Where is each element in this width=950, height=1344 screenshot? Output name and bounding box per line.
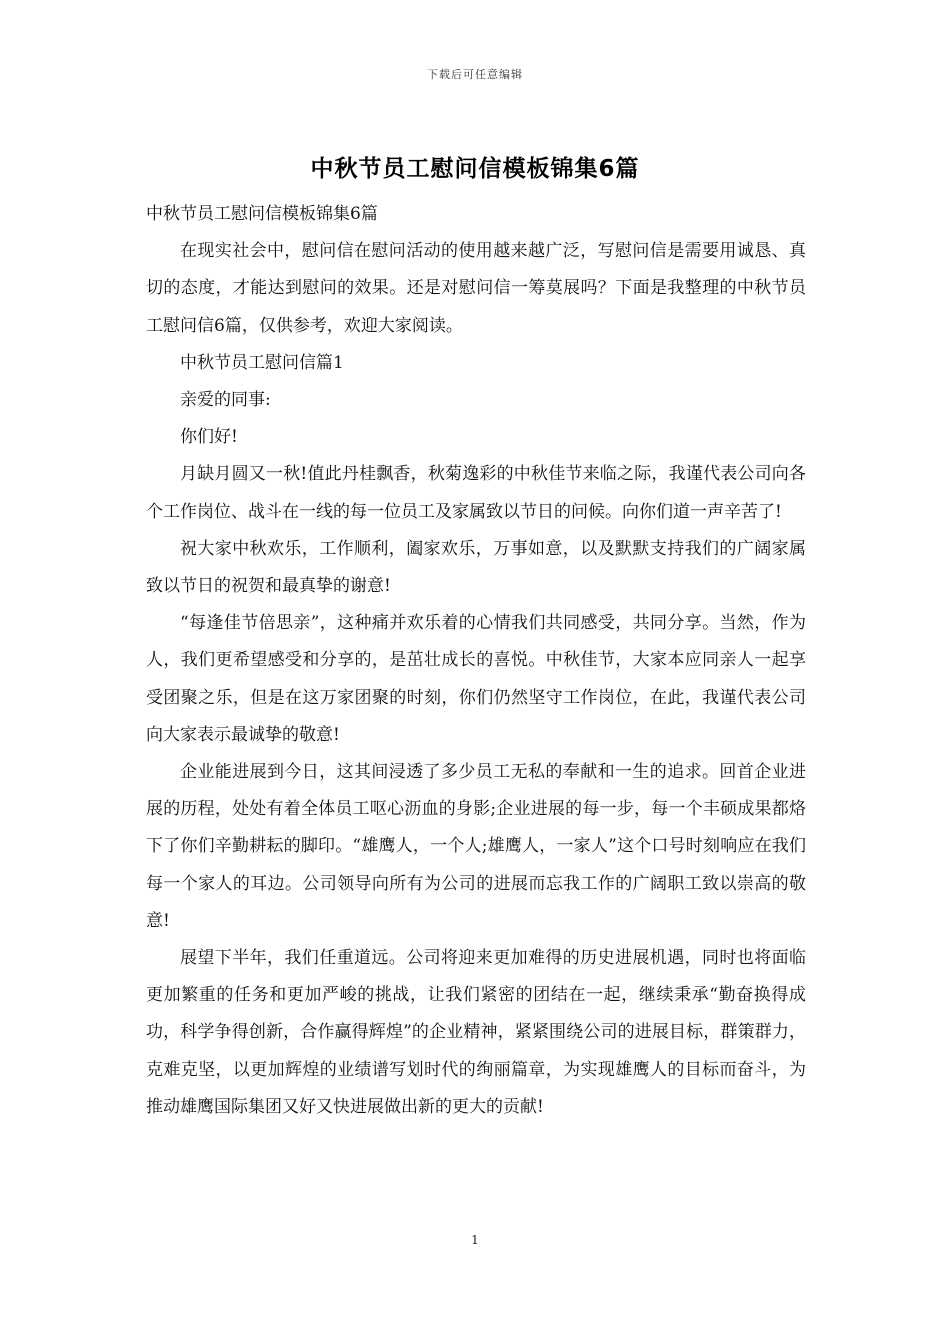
body-paragraph: 祝大家中秋欢乐，工作顺利，阖家欢乐，万事如意，以及默默支持我们的广阔家属致以节日的祝贺和最真挚的谢意! (146, 538, 806, 597)
section-heading: 中秋节员工慰问信篇1 (180, 352, 344, 373)
header-note: 下载后可任意编辑 (427, 68, 523, 81)
document-body (146, 196, 806, 1126)
document-title: 中秋节员工慰问信模板锦集6篇 (310, 156, 640, 182)
body-paragraph: “每逢佳节倍思亲”，这种痛并欢乐着的心情我们共同感受，共同分享。当然，作为人，我们更希望感受和分享的，是茁壮成长的喜悦。中秋佳节，大家本应同亲人一起享受团聚之乐，但是在这万家团聚的时刻，你们仍然坚守工作岗位，在此，我谨代表公司向大家表示最诚挚的敬意! (146, 613, 806, 745)
salutation: 亲爱的同事: (180, 390, 271, 411)
page-number: 1 (471, 1233, 479, 1247)
body-paragraph: 企业能进展到今日，这其间浸透了多少员工无私的奉献和一生的追求。回首企业进展的历程，处处有着全体员工呕心沥血的身影;企业进展的每一步，每一个丰硕成果都烙下了你们辛勤耕耘的脚印。“雄鹰人，一个人;雄鹰人，一家人”这个口号时刻响应在我们每一个家人的耳边。公司领导向所有为公司的进展而忘我工作的广阔职工致以崇高的敬意! (146, 762, 806, 931)
body-paragraph: 月缺月圆又一秋!值此丹桂飘香，秋菊逸彩的中秋佳节来临之际，我谨代表公司向各个工作岗位、战斗在一线的每一位员工及家属致以节日的问候。向你们道一声辛苦了! (146, 464, 806, 522)
greeting: 你们好! (180, 427, 238, 448)
body-paragraph: 展望下半年，我们任重道远。公司将迎来更加难得的历史进展机遇，同时也将面临更加繁重的任务和更加严峻的挑战，让我们紧密的团结在一起，继续秉承“勤奋换得成功，科学争得创新，合作赢得辉煌”的企业精神，紧紧围绕公司的进展目标，群策群力，克难克坚，以更加辉煌的业绩谱写划时代的绚丽篇章，为实现雄鹰人的目标而奋斗，为推动雄鹰国际集团又好又快进展做出新的更大的贡献! (146, 948, 806, 1117)
intro-paragraph: 在现实社会中，慰问信在慰问活动的使用越来越广泛，写慰问信是需要用诚恳、真切的态度，才能达到慰问的效果。还是对慰问信一筹莫展吗？下面是我整理的中秋节员工慰问信6篇，仅供参考，欢迎大家阅读。 (146, 241, 806, 336)
subtitle-paragraph: 中秋节员工慰问信模板锦集6篇 (146, 204, 378, 224)
